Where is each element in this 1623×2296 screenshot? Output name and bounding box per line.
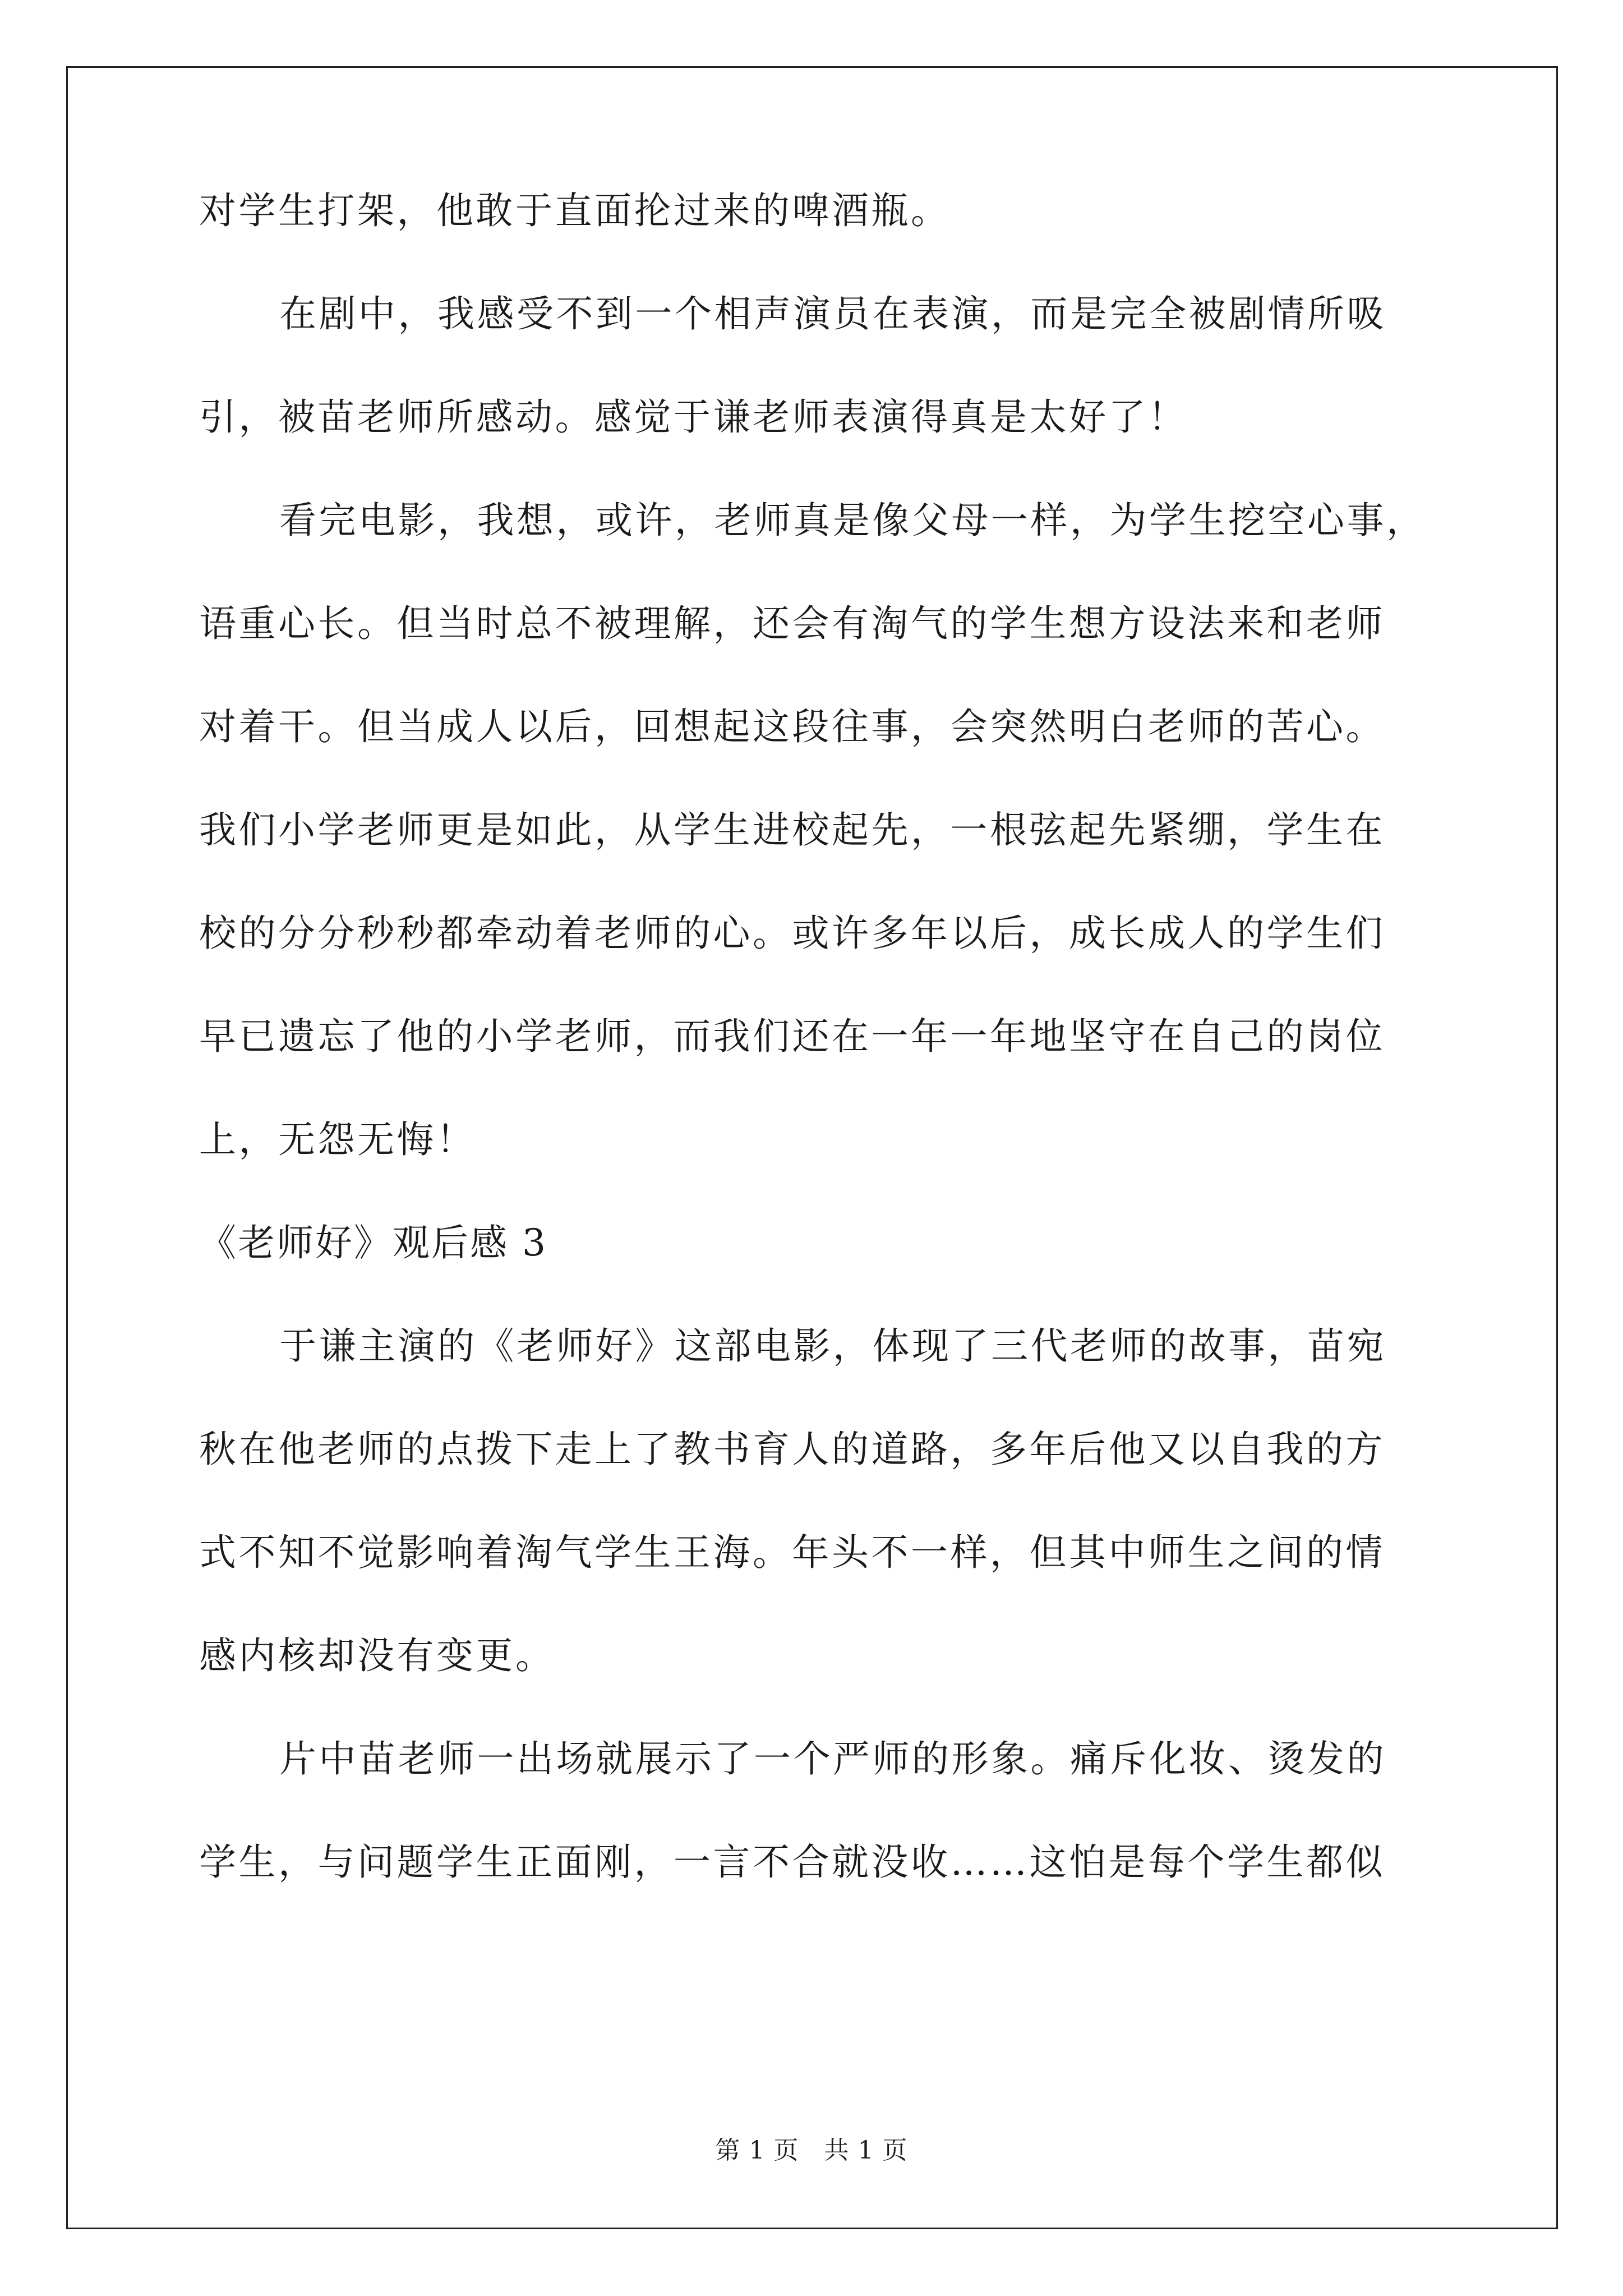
document-body bbox=[199, 185, 1427, 1888]
section-heading: 《老师好》观后感 3 bbox=[199, 1221, 547, 1264]
page-footer: 第 1 页 共 1 页 bbox=[715, 2136, 908, 2165]
body-line: 早已遗忘了他的小学老师，而我们还在一年一年地坚守在自己的岗位 bbox=[199, 1015, 1385, 1058]
body-line: 我们小学老师更是如此，从学生进校起先，一根弦起先紧绷，学生在 bbox=[199, 808, 1385, 852]
body-line: 校的分分秒秒都牵动着老师的心。或许多年以后，成长成人的学生们 bbox=[199, 912, 1385, 955]
body-line: 引，被苗老师所感动。感觉于谦老师表演得真是太好了！ bbox=[199, 395, 1188, 439]
body-line: 秋在他老师的点拨下走上了教书育人的道路，多年后他又以自我的方 bbox=[199, 1428, 1385, 1471]
body-line: 对着干。但当成人以后，回想起这段往事，会突然明白老师的苦心。 bbox=[199, 705, 1385, 748]
body-line: 感内核却没有变更。 bbox=[199, 1634, 555, 1677]
body-line: 对学生打架，他敢于直面抡过来的啤酒瓶。 bbox=[199, 189, 951, 232]
paragraph-first-line: 片中苗老师一出场就展示了一个严师的形象。痛斥化妆、烫发的 bbox=[279, 1737, 1386, 1780]
paragraph-first-line: 看完电影，我想，或许，老师真是像父母一样，为学生挖空心事， bbox=[279, 499, 1426, 542]
body-line: 式不知不觉影响着淘气学生王海。年头不一样，但其中师生之间的情 bbox=[199, 1531, 1385, 1574]
body-line: 语重心长。但当时总不被理解，还会有淘气的学生想方设法来和老师 bbox=[199, 602, 1385, 645]
paragraph-first-line: 在剧中，我感受不到一个相声演员在表演，而是完全被剧情所吸 bbox=[279, 292, 1386, 335]
body-line: 上，无怨无悔！ bbox=[199, 1118, 476, 1161]
paragraph-first-line: 于谦主演的《老师好》这部电影，体现了三代老师的故事，苗宛 bbox=[279, 1324, 1386, 1368]
body-line: 学生，与问题学生正面刚，一言不合就没收……这怕是每个学生都似 bbox=[199, 1841, 1385, 1884]
